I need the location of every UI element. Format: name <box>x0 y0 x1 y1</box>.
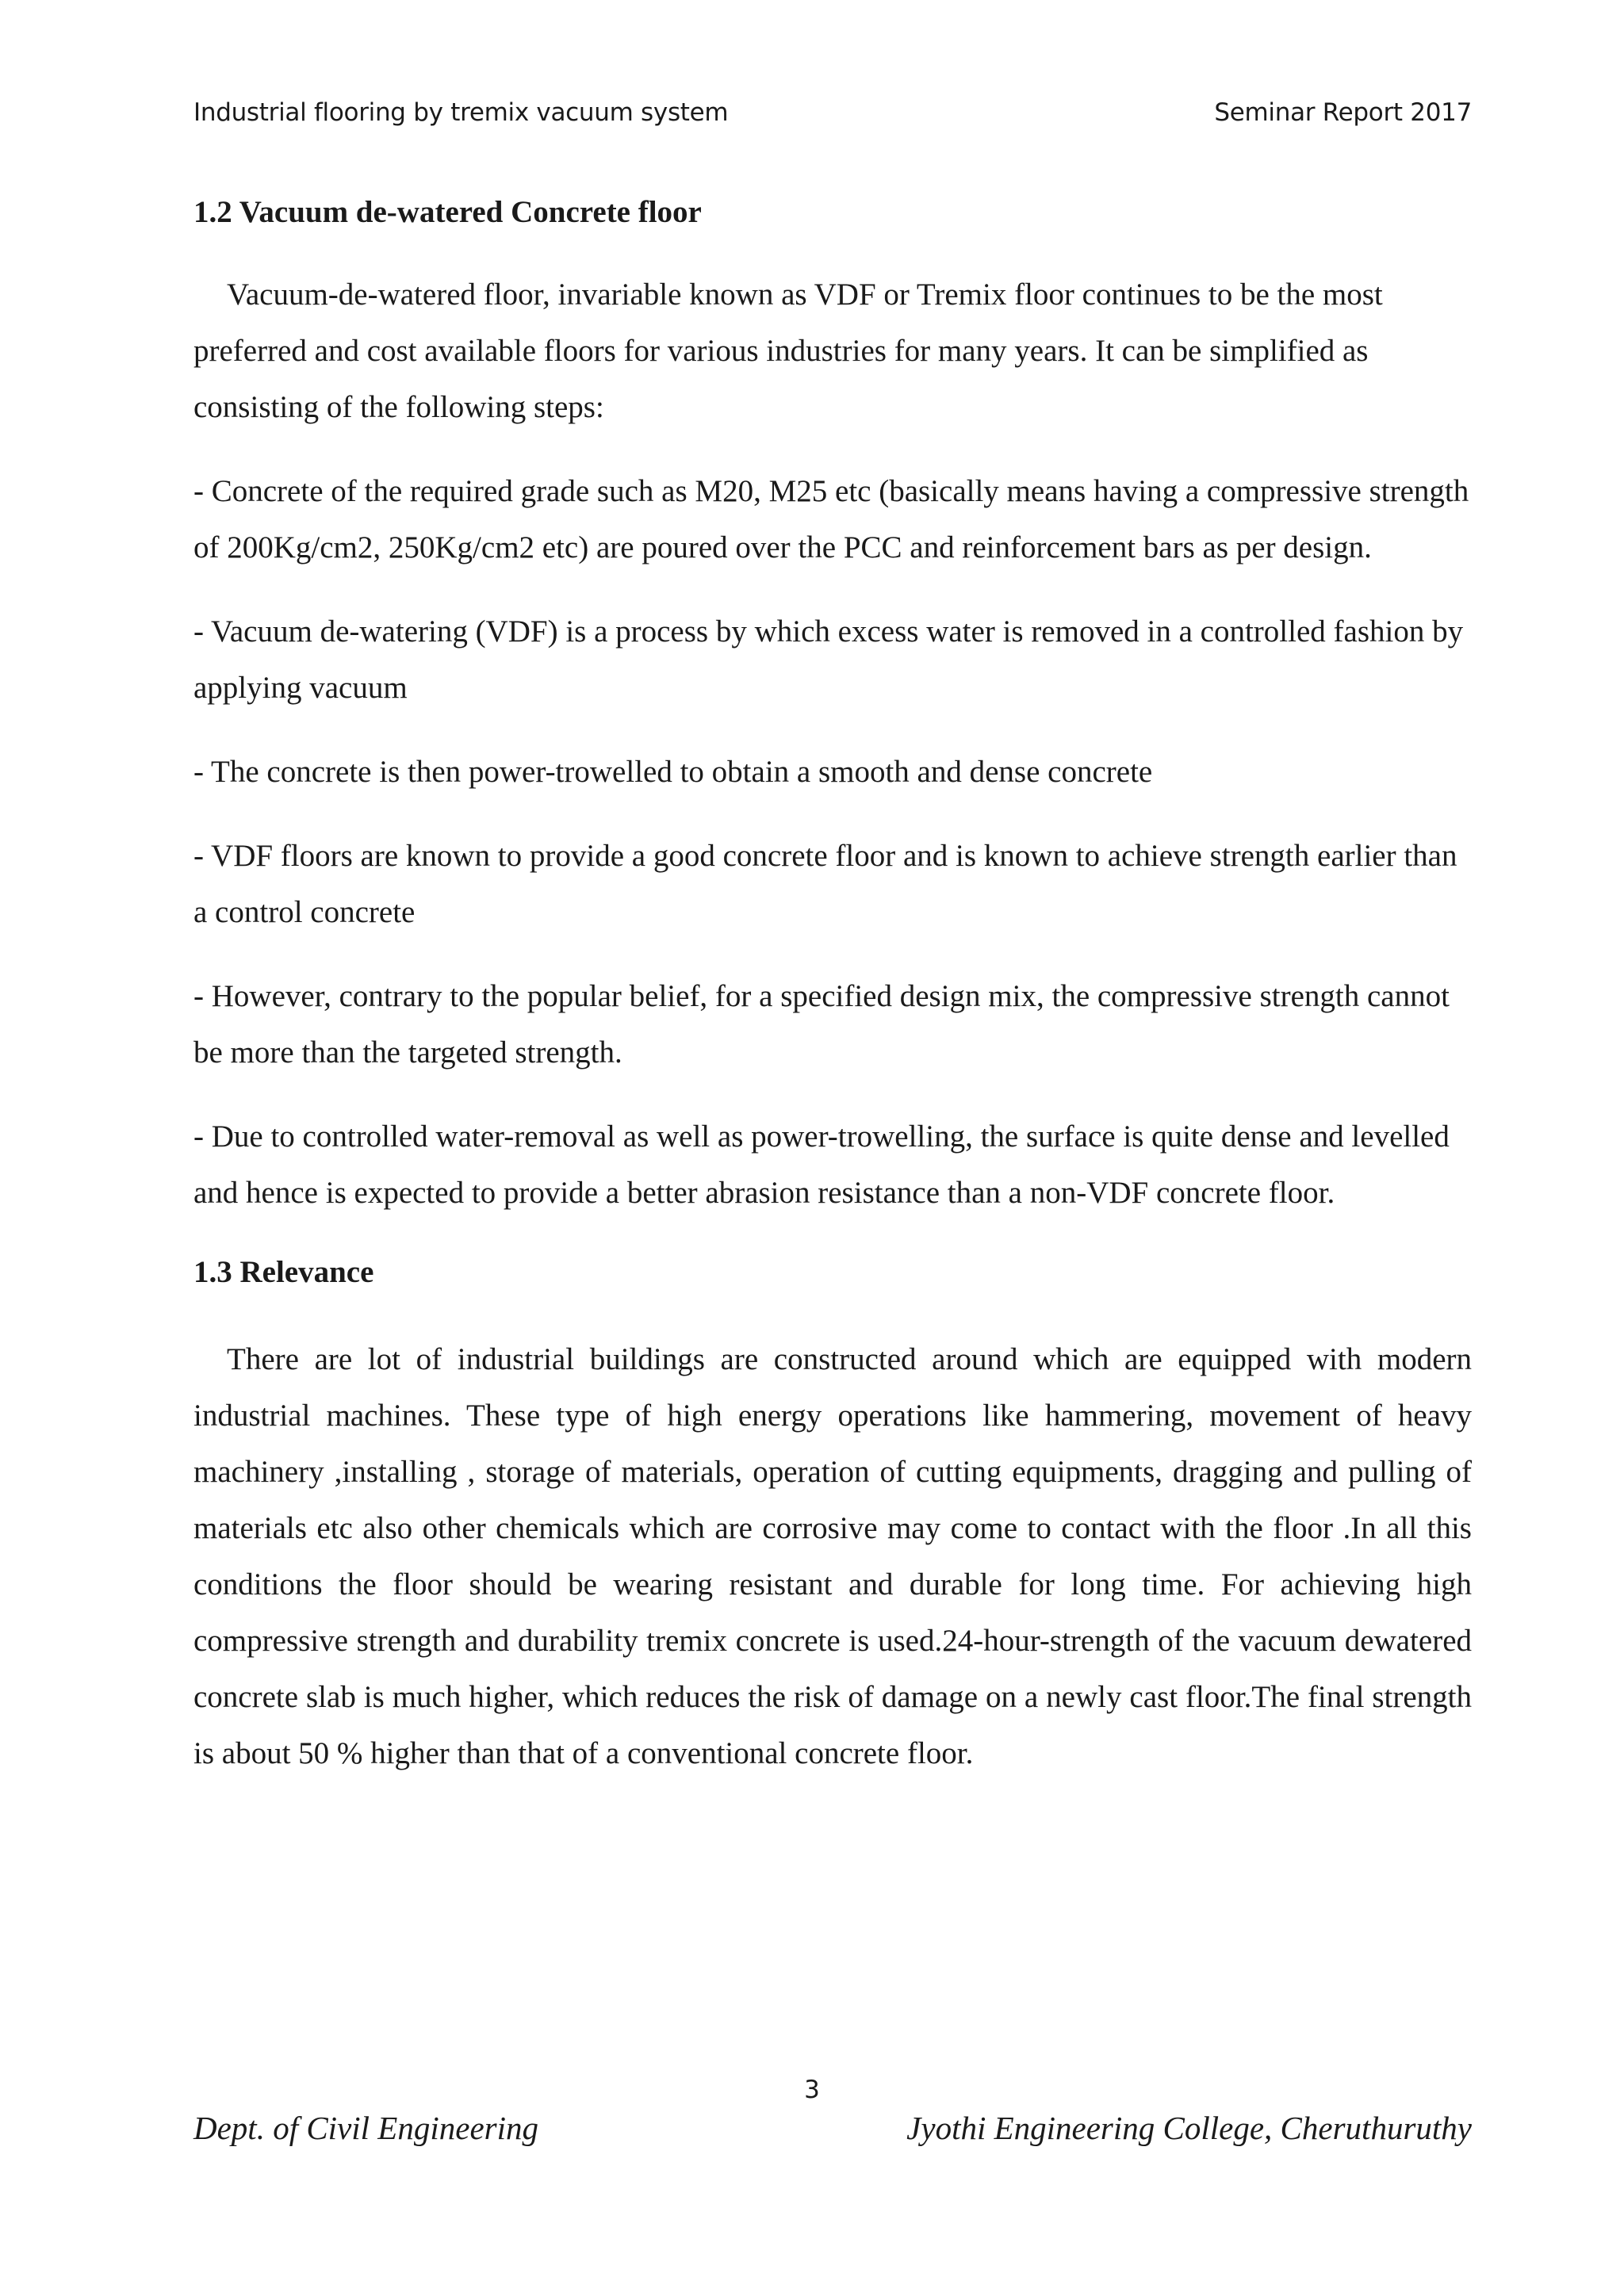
running-footer <box>193 2109 1472 2147</box>
header-title: Industrial flooring by tremix vacuum system <box>193 98 729 127</box>
bullet-item: - However, contrary to the popular belief, for a specified design mix, the compressive strength cannot be more than the targeted strength. <box>193 979 1450 1070</box>
bullet-item: - Concrete of the required grade such as M20, M25 etc (basically means having a compressive strength of 200Kg/cm2, 250Kg/cm2 etc) are poured over the PCC and reinforcement bars as per design. <box>193 474 1469 564</box>
running-header <box>193 98 1472 127</box>
header-report: Seminar Report 2017 <box>1214 98 1472 127</box>
page-number: 3 <box>804 2076 820 2104</box>
footer-department: Dept. of Civil Engineering <box>193 2110 538 2146</box>
bullet-item: - VDF floors are known to provide a good concrete floor and is known to achieve strength earlier than a control concrete <box>193 839 1457 929</box>
footer-college: Jyothi Engineering College, Cheruthuruthy <box>906 2110 1472 2146</box>
section-heading-1-3: 1.3 Relevance <box>193 1255 374 1289</box>
bullet-item: - Due to controlled water-removal as well as power-trowelling, the surface is quite dense and levelled and hence is expected to provide a better abrasion resistance than a non-VDF concrete floor. <box>193 1119 1450 1210</box>
bullet-item: - The concrete is then power-trowelled to obtain a smooth and dense concrete <box>193 755 1153 789</box>
page-content <box>193 189 1472 1781</box>
section-1-2-intro: Vacuum-de-watered floor, invariable known as VDF or Tremix floor continues to be the most preferred and cost available floors for various industries for many years. It can be simplified as consisting of the following steps: <box>193 277 1383 424</box>
section-heading-1-2: 1.2 Vacuum de-watered Concrete floor <box>193 195 702 229</box>
bullet-item: - Vacuum de-watering (VDF) is a process by which excess water is removed in a controlled fashion by applying vacuum <box>193 614 1464 705</box>
section-1-3-paragraph: There are lot of industrial buildings are constructed around which are equipped with modern industrial machines. These type of high energy operations like hammering, movement of heavy machinery ,installing , storage of materials, operation of cutting equipments, dragging and pulling of materials etc also other chemicals which are corrosive may come to contact with the floor .In all this conditions the floor should be wearing resistant and durable for long time. For achieving high compressive strength and durability tremix concrete is used.24-hour-strength of the vacuum dewatered concrete slab is much higher, which reduces the risk of damage on a newly cast floor.The final strength is about 50 % higher than that of a conventional concrete floor. <box>193 1342 1472 1770</box>
